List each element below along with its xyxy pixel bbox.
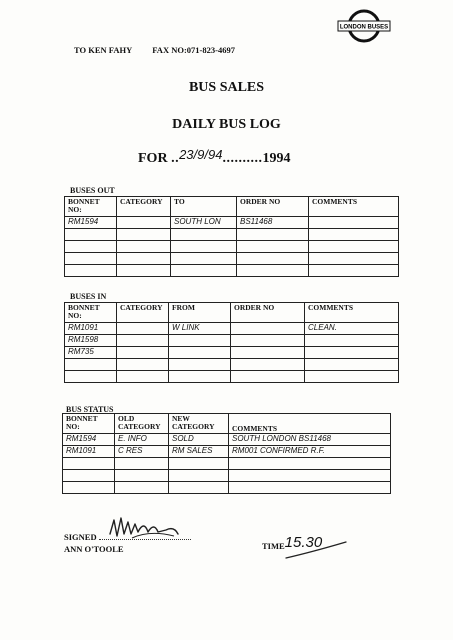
table-row xyxy=(65,229,399,241)
cell[interactable] xyxy=(229,458,391,470)
cell[interactable] xyxy=(231,359,305,371)
handwritten-date: 23/9/94 xyxy=(179,147,223,162)
cell[interactable] xyxy=(115,470,169,482)
cell[interactable] xyxy=(117,241,171,253)
table-row xyxy=(65,347,399,359)
cell[interactable] xyxy=(171,241,237,253)
cell[interactable] xyxy=(229,470,391,482)
svg-text:LONDON BUSES: LONDON BUSES xyxy=(339,24,389,31)
cell[interactable] xyxy=(115,482,169,494)
cell[interactable] xyxy=(65,359,117,371)
cell[interactable] xyxy=(117,229,171,241)
cell[interactable] xyxy=(117,217,171,229)
cell[interactable] xyxy=(231,323,305,335)
cell[interactable] xyxy=(117,265,171,277)
cell[interactable] xyxy=(237,265,309,277)
signed-line xyxy=(64,532,191,542)
cell[interactable] xyxy=(169,458,229,470)
buses-out-table xyxy=(64,196,399,277)
cell[interactable]: RM1598 xyxy=(65,335,117,347)
table-row xyxy=(63,470,391,482)
time-underline-scribble xyxy=(282,530,352,564)
buses-in-table xyxy=(64,302,399,383)
cell[interactable] xyxy=(63,470,115,482)
cell[interactable]: CLEAN. xyxy=(305,323,399,335)
cell[interactable] xyxy=(237,253,309,265)
bus-status-table xyxy=(62,413,391,494)
time-label: TIME xyxy=(262,541,285,551)
cell[interactable]: SOUTH LONDON BS11468 xyxy=(229,434,391,446)
fax-number: FAX NO:071-823-4697 xyxy=(152,45,235,55)
cell[interactable] xyxy=(305,359,399,371)
cell[interactable] xyxy=(237,229,309,241)
col-header: TO xyxy=(171,197,237,217)
signatory-name: ANN O'TOOLE xyxy=(64,544,124,554)
cell[interactable] xyxy=(65,229,117,241)
cell[interactable] xyxy=(309,253,399,265)
cell[interactable]: SOLD xyxy=(169,434,229,446)
cell[interactable] xyxy=(169,359,231,371)
col-header: COMMENTS xyxy=(229,414,391,434)
table-row xyxy=(63,482,391,494)
col-header: CATEGORY xyxy=(117,197,171,217)
page-subtitle: DAILY BUS LOG xyxy=(172,117,281,132)
buses-in-label: BUSES IN xyxy=(70,292,107,301)
col-header: BONNET NO: xyxy=(65,197,117,217)
cell[interactable] xyxy=(65,371,117,383)
col-header: BONNET NO: xyxy=(63,414,115,434)
table-row xyxy=(63,458,391,470)
cell[interactable] xyxy=(231,335,305,347)
col-header: ORDER NO xyxy=(231,303,305,323)
cell[interactable] xyxy=(117,323,169,335)
cell[interactable] xyxy=(65,265,117,277)
cell[interactable] xyxy=(171,229,237,241)
col-header: COMMENTS xyxy=(309,197,399,217)
cell[interactable]: BS11468 xyxy=(237,217,309,229)
cell[interactable] xyxy=(169,470,229,482)
fax-to: TO KEN FAHY xyxy=(74,45,133,55)
cell[interactable]: RM SALES xyxy=(169,446,229,458)
col-header: COMMENTS xyxy=(305,303,399,323)
col-header: NEW CATEGORY xyxy=(169,414,229,434)
table-row xyxy=(65,323,399,335)
cell[interactable] xyxy=(305,335,399,347)
bus-status-label: BUS STATUS xyxy=(66,405,114,414)
col-header: CATEGORY xyxy=(117,303,169,323)
cell[interactable]: RM1594 xyxy=(65,217,117,229)
table-header-row xyxy=(65,303,399,323)
cell[interactable]: SOUTH LON xyxy=(171,217,237,229)
table-row xyxy=(65,371,399,383)
cell[interactable] xyxy=(171,253,237,265)
buses-out-label: BUSES OUT xyxy=(70,186,115,195)
cell[interactable] xyxy=(305,371,399,383)
cell[interactable] xyxy=(169,335,231,347)
date-prefix: FOR xyxy=(138,151,168,166)
table-row xyxy=(65,335,399,347)
cell[interactable] xyxy=(229,482,391,494)
col-header: ORDER NO xyxy=(237,197,309,217)
cell[interactable] xyxy=(309,229,399,241)
cell[interactable] xyxy=(117,371,169,383)
table-row xyxy=(65,217,399,229)
cell[interactable]: W LINK xyxy=(169,323,231,335)
cell[interactable]: C RES xyxy=(115,446,169,458)
date-year: 1994 xyxy=(262,151,291,166)
cell[interactable]: RM1594 xyxy=(63,434,115,446)
table-header-row xyxy=(65,197,399,217)
table-row xyxy=(65,359,399,371)
cell[interactable] xyxy=(169,347,231,359)
table-header-row xyxy=(63,414,391,434)
cell[interactable] xyxy=(309,241,399,253)
cell[interactable] xyxy=(117,335,169,347)
cell[interactable]: RM735 xyxy=(65,347,117,359)
cell[interactable] xyxy=(309,265,399,277)
table-row xyxy=(65,253,399,265)
cell[interactable] xyxy=(117,253,171,265)
cell[interactable] xyxy=(171,265,237,277)
cell[interactable]: RM1091 xyxy=(63,446,115,458)
cell[interactable] xyxy=(169,482,229,494)
col-header: FROM xyxy=(169,303,231,323)
table-row xyxy=(65,241,399,253)
cell[interactable] xyxy=(309,217,399,229)
table-row xyxy=(63,446,391,458)
cell[interactable]: RM1091 xyxy=(65,323,117,335)
time-value: 15.30 xyxy=(284,534,323,551)
cell[interactable] xyxy=(115,458,169,470)
cell[interactable] xyxy=(231,347,305,359)
fax-header xyxy=(74,45,235,55)
date-line: FOR ..23/9/94..........1994 xyxy=(138,147,291,166)
page-title: BUS SALES xyxy=(188,80,265,95)
cell[interactable]: RM001 CONFIRMED R.F. xyxy=(229,446,391,458)
cell[interactable] xyxy=(117,359,169,371)
cell[interactable] xyxy=(63,482,115,494)
col-header: OLD CATEGORY xyxy=(115,414,169,434)
table-row xyxy=(65,265,399,277)
cell[interactable] xyxy=(237,241,309,253)
cell[interactable] xyxy=(305,347,399,359)
cell[interactable] xyxy=(65,241,117,253)
cell[interactable] xyxy=(117,347,169,359)
cell[interactable] xyxy=(231,371,305,383)
cell[interactable] xyxy=(169,371,231,383)
table-row xyxy=(63,434,391,446)
cell[interactable] xyxy=(63,458,115,470)
col-header: BONNET NO: xyxy=(65,303,117,323)
london-buses-logo xyxy=(336,7,392,47)
signed-label: SIGNED xyxy=(64,532,97,542)
cell[interactable]: E. INFO xyxy=(115,434,169,446)
cell[interactable] xyxy=(65,253,117,265)
